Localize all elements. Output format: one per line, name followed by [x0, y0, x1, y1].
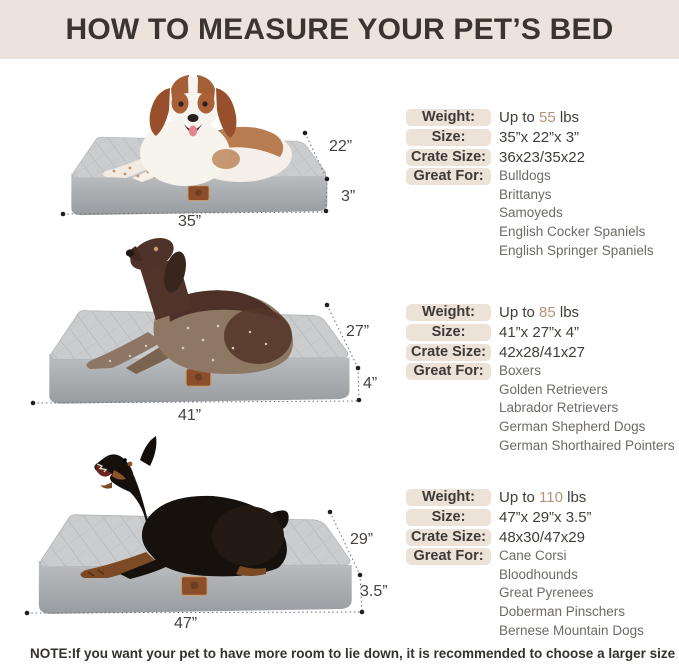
great-for-row: [406, 547, 676, 641]
medium-bed-illustration: [18, 228, 390, 424]
depth-dimension-label: 22”: [329, 138, 353, 155]
weight-number: 110: [539, 488, 563, 506]
breed-item: Bloodhounds: [499, 566, 578, 582]
breed-list: [499, 167, 654, 261]
large-bed-illustration: [8, 418, 400, 648]
crate-size-label: Crate Size:: [406, 149, 491, 166]
size-row: [406, 127, 676, 147]
width-dimension-label: 47”: [174, 615, 198, 632]
breed-item: German Shorthaired Pointers: [499, 437, 675, 453]
breed-item: Bulldogs: [499, 168, 551, 183]
great-for-label: Great For:: [406, 548, 491, 565]
breed-list: [499, 547, 644, 641]
height-dimension-label: 3.5”: [360, 583, 388, 600]
pointer-dog-photo: [86, 232, 293, 374]
great-for-label: Great For:: [406, 168, 491, 185]
breed-item: Great Pyrenees: [499, 585, 594, 601]
weight-row: [406, 487, 676, 507]
weight-label: Weight:: [406, 304, 491, 321]
weight-row: [406, 107, 676, 127]
brittany-dog-photo: [103, 75, 292, 186]
weight-value: Up to 85 lbs: [499, 303, 580, 321]
weight-label: Weight:: [406, 489, 491, 506]
crate-size-label: Crate Size:: [406, 529, 491, 546]
crate-size-value: 42x28/41x27: [499, 343, 585, 361]
breed-item: Brittanys: [499, 186, 552, 202]
specs-small: [406, 107, 676, 261]
weight-number: 55: [539, 108, 556, 126]
great-for-row: [406, 362, 676, 456]
specs-medium: [406, 302, 676, 456]
specs-large: [406, 487, 676, 641]
height-dimension-label: 3”: [341, 188, 356, 205]
size-row: [406, 322, 676, 342]
bed-visual-large: [8, 418, 400, 648]
great-for-row: [406, 167, 676, 261]
height-dimension-label: 4”: [363, 375, 378, 392]
weight-number: 85: [539, 303, 556, 321]
size-value: 47”x 29”x 3.5”: [499, 508, 592, 526]
breed-item: Bernese Mountain Dogs: [499, 622, 644, 638]
size-value: 35”x 22”x 3”: [499, 128, 580, 146]
breed-item: English Springer Spaniels: [499, 242, 654, 258]
depth-dimension-label: 27”: [346, 323, 370, 340]
weight-label: Weight:: [406, 109, 491, 126]
weight-value: Up to 110 lbs: [499, 488, 587, 506]
size-row: [406, 507, 676, 527]
note-text: NOTE:If you want your pet to have more room to lie down, it is recommended to choose a larger size: [30, 646, 676, 661]
crate-size-value: 36x23/35x22: [499, 148, 585, 166]
breed-item: Samoyeds: [499, 205, 563, 221]
page-title: HOW TO MEASURE YOUR PET’S BED: [65, 12, 614, 46]
page-header: [0, 0, 679, 59]
bed-visual-small: [30, 65, 380, 230]
crate-size-label: Crate Size:: [406, 344, 491, 361]
great-for-label: Great For:: [406, 363, 491, 380]
breed-item: Labrador Retrievers: [499, 400, 619, 416]
breed-item: English Cocker Spaniels: [499, 224, 646, 240]
breed-item: German Shepherd Dogs: [499, 419, 646, 435]
breed-list: [499, 362, 675, 456]
breed-item: Golden Retrievers: [499, 381, 608, 397]
size-label: Size:: [406, 324, 491, 341]
breed-item: Boxers: [499, 363, 542, 378]
size-value: 41”x 27”x 4”: [499, 323, 580, 341]
bed-visual-medium: [18, 228, 390, 424]
small-bed-illustration: [30, 65, 380, 230]
crate-size-row: [406, 527, 676, 547]
weight-value: Up to 55 lbs: [499, 108, 580, 126]
breed-item: Doberman Pinschers: [499, 604, 626, 620]
breed-item: Cane Corsi: [499, 548, 567, 563]
weight-row: [406, 302, 676, 322]
crate-size-row: [406, 342, 676, 362]
size-label: Size:: [406, 129, 491, 146]
crate-size-value: 48x30/47x29: [499, 528, 585, 546]
depth-dimension-label: 29”: [350, 531, 374, 548]
width-dimension-label: 41”: [178, 407, 202, 424]
size-label: Size:: [406, 509, 491, 526]
width-dimension-label: 35”: [178, 213, 202, 230]
crate-size-row: [406, 147, 676, 167]
